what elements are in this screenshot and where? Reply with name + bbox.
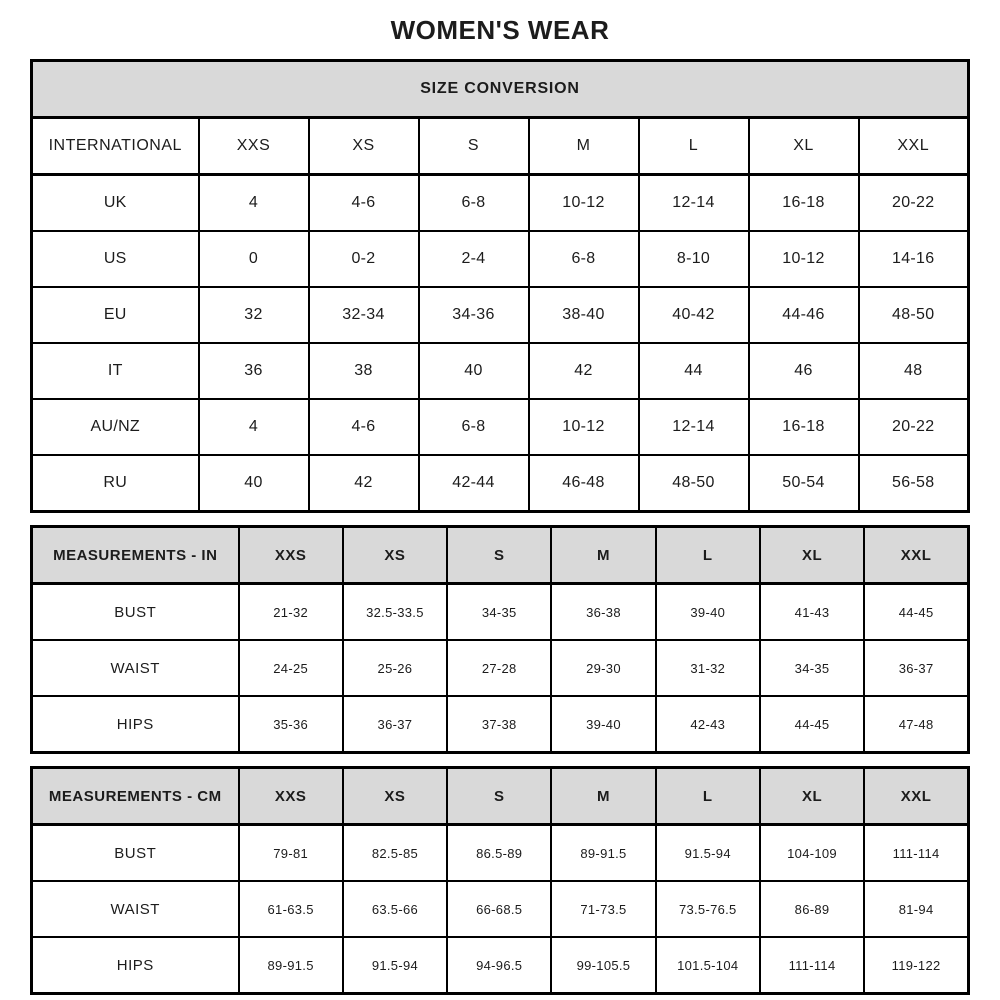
cell: 0 [199,231,309,287]
cell: 81-94 [864,881,968,937]
cell: 38-40 [529,287,639,343]
cell: 36 [199,343,309,399]
column-header-size: XS [343,527,447,584]
cell: 39-40 [656,584,760,641]
column-header-size: XL [749,118,859,175]
cell: 37-38 [447,696,551,753]
measurements-in-row-bust [32,584,969,641]
measurements-in-title: MEASUREMENTS - IN [32,527,239,584]
cell: 20-22 [859,399,969,455]
cell: 119-122 [864,937,968,994]
cell: 39-40 [551,696,655,753]
cell: 47-48 [864,696,968,753]
cell: 42-44 [419,455,529,512]
cell: 10-12 [529,399,639,455]
column-header-size: M [529,118,639,175]
column-header-size: XXL [864,527,968,584]
row-label: WAIST [32,881,239,937]
column-header-size: S [447,768,551,825]
cell: 89-91.5 [239,937,343,994]
cell: 40 [419,343,529,399]
cell: 63.5-66 [343,881,447,937]
measurements-cm-header-row [32,768,969,825]
measurements-cm-row-hips [32,937,969,994]
row-label: RU [32,455,199,512]
cell: 44 [639,343,749,399]
column-header-size: XS [343,768,447,825]
cell: 12-14 [639,175,749,232]
cell: 8-10 [639,231,749,287]
cell: 35-36 [239,696,343,753]
cell: 6-8 [419,399,529,455]
column-header-size: XXS [199,118,309,175]
cell: 40 [199,455,309,512]
measurements-in-header-row [32,527,969,584]
column-header-size: XXL [864,768,968,825]
cell: 4 [199,399,309,455]
cell: 48-50 [639,455,749,512]
cell: 10-12 [749,231,859,287]
cell: 99-105.5 [551,937,655,994]
size-conversion-table [30,59,970,513]
cell: 101.5-104 [656,937,760,994]
size-conversion-title: SIZE CONVERSION [32,61,969,118]
size-row-aunz [32,399,969,455]
cell: 4-6 [309,399,419,455]
cell: 36-37 [864,640,968,696]
cell: 10-12 [529,175,639,232]
column-header-size: XL [760,768,864,825]
column-header-size: XL [760,527,864,584]
cell: 111-114 [864,825,968,882]
cell: 16-18 [749,175,859,232]
cell: 42 [529,343,639,399]
measurements-in-row-waist [32,640,969,696]
cell: 0-2 [309,231,419,287]
cell: 86.5-89 [447,825,551,882]
cell: 42-43 [656,696,760,753]
column-header-size: L [639,118,749,175]
cell: 104-109 [760,825,864,882]
row-label: WAIST [32,640,239,696]
cell: 34-36 [419,287,529,343]
measurements-cm-row-waist [32,881,969,937]
international-sizes-row [32,118,969,175]
cell: 73.5-76.5 [656,881,760,937]
row-label: IT [32,343,199,399]
row-label: UK [32,175,199,232]
cell: 86-89 [760,881,864,937]
cell: 44-46 [749,287,859,343]
cell: 32-34 [309,287,419,343]
row-label: AU/NZ [32,399,199,455]
size-row-us [32,231,969,287]
cell: 82.5-85 [343,825,447,882]
row-label: EU [32,287,199,343]
cell: 34-35 [760,640,864,696]
cell: 32.5-33.5 [343,584,447,641]
cell: 4 [199,175,309,232]
cell: 36-38 [551,584,655,641]
measurements-cm-title: MEASUREMENTS - CM [32,768,239,825]
cell: 111-114 [760,937,864,994]
column-header-size: M [551,768,655,825]
cell: 44-45 [760,696,864,753]
cell: 21-32 [239,584,343,641]
cell: 89-91.5 [551,825,655,882]
measurements-cm-table [30,766,970,995]
cell: 36-37 [343,696,447,753]
cell: 42 [309,455,419,512]
cell: 31-32 [656,640,760,696]
cell: 56-58 [859,455,969,512]
cell: 4-6 [309,175,419,232]
cell: 66-68.5 [447,881,551,937]
column-header-size: XXL [859,118,969,175]
column-header-size: M [551,527,655,584]
cell: 25-26 [343,640,447,696]
cell: 41-43 [760,584,864,641]
column-header-size: XXS [239,527,343,584]
measurements-in-row-hips [32,696,969,753]
cell: 40-42 [639,287,749,343]
measurements-in-table [30,525,970,754]
row-label: BUST [32,825,239,882]
size-row-eu [32,287,969,343]
column-header-size: XS [309,118,419,175]
cell: 14-16 [859,231,969,287]
page-title: WOMEN'S WEAR [390,15,610,45]
size-conversion-header-row [32,61,969,118]
cell: 50-54 [749,455,859,512]
row-label: HIPS [32,937,239,994]
column-header-size: L [656,527,760,584]
row-label: US [32,231,199,287]
column-header-size: S [419,118,529,175]
cell: 48-50 [859,287,969,343]
column-header-international: INTERNATIONAL [32,118,199,175]
size-row-it [32,343,969,399]
cell: 46 [749,343,859,399]
cell: 61-63.5 [239,881,343,937]
row-label: HIPS [32,696,239,753]
cell: 29-30 [551,640,655,696]
measurements-cm-row-bust [32,825,969,882]
cell: 12-14 [639,399,749,455]
cell: 94-96.5 [447,937,551,994]
cell: 6-8 [529,231,639,287]
column-header-size: S [447,527,551,584]
cell: 91.5-94 [656,825,760,882]
cell: 34-35 [447,584,551,641]
cell: 79-81 [239,825,343,882]
cell: 44-45 [864,584,968,641]
size-row-uk [32,175,969,232]
cell: 32 [199,287,309,343]
column-header-size: L [656,768,760,825]
cell: 16-18 [749,399,859,455]
size-row-ru [32,455,969,512]
cell: 20-22 [859,175,969,232]
cell: 2-4 [419,231,529,287]
row-label: BUST [32,584,239,641]
cell: 48 [859,343,969,399]
cell: 6-8 [419,175,529,232]
column-header-size: XXS [239,768,343,825]
cell: 46-48 [529,455,639,512]
cell: 91.5-94 [343,937,447,994]
cell: 27-28 [447,640,551,696]
cell: 71-73.5 [551,881,655,937]
cell: 24-25 [239,640,343,696]
cell: 38 [309,343,419,399]
